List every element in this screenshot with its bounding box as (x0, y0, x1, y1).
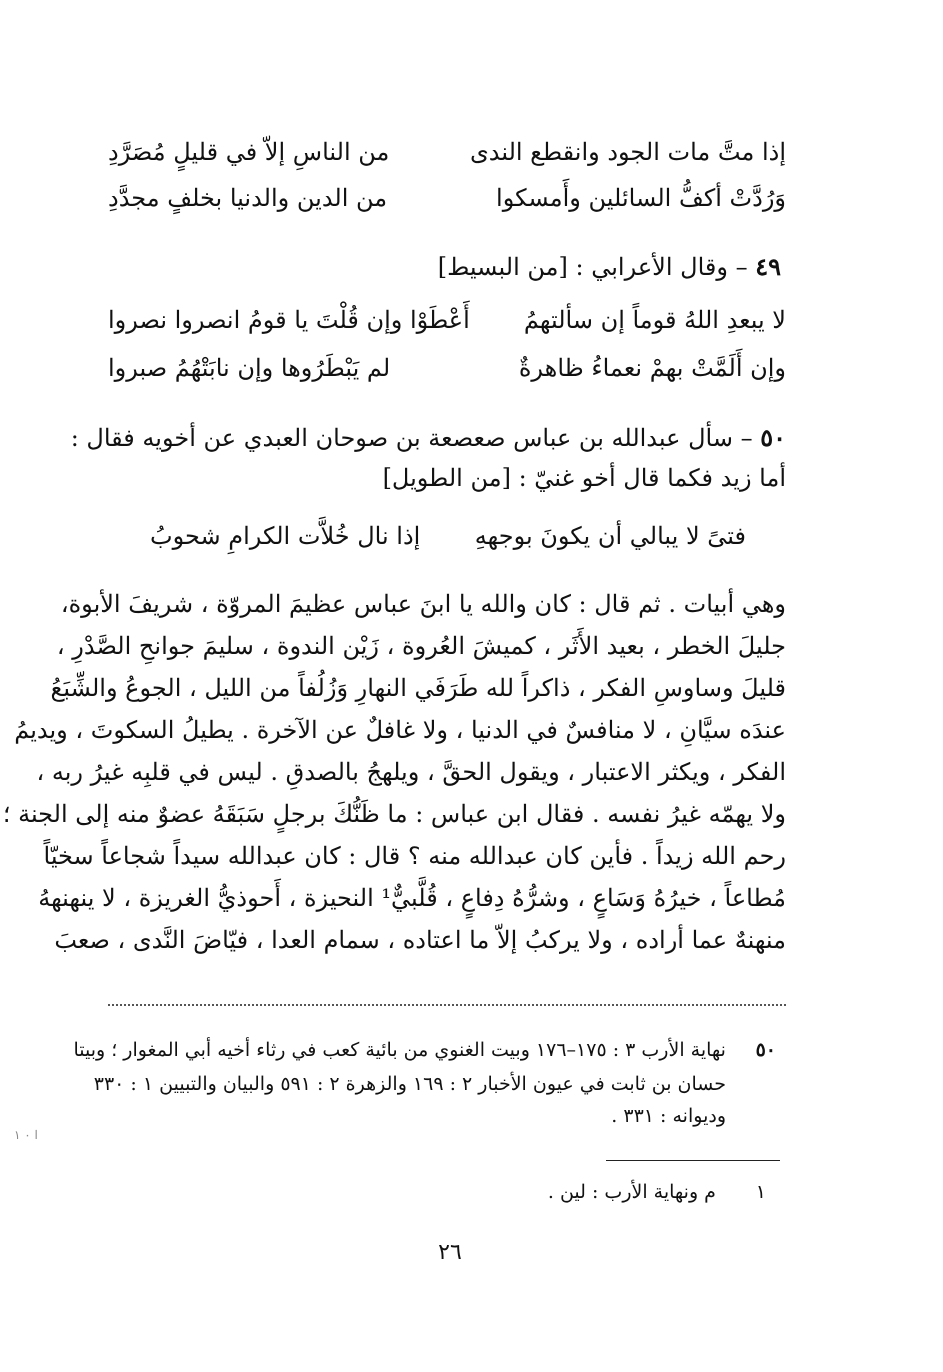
footnote-number: ٥٠ (755, 1039, 776, 1061)
verse-line (108, 350, 786, 386)
footnote-text: نهاية الأرب ٣ : ١٧٥–١٧٦ وبيت الغنوي من بائية كعب في رثاء أخيه أبي المغوار ؛ وبيتا (73, 1039, 726, 1061)
page-number: ٢٦ (438, 1240, 462, 1265)
footnote-text: م ونهاية الأرب : لين . (547, 1181, 716, 1203)
verse-second-hemistich: لم يَبْطَرُوها وإن نابَتْهُمُ صبروا (108, 354, 391, 382)
paragraph-line: جليلَ الخطر ، بعيد الأَثَر ، كميشَ العُروة ، زَيْن الندوة ، سليمَ جوانحِ الصَّدْرِ ، (56, 632, 786, 660)
verse-second-hemistich: من الدين والدنيا بخلفٍ مجدَّدِ (108, 184, 388, 212)
entry-heading-text: – وقال الأعرابي : [من البسيط] (437, 253, 748, 281)
paragraph-line: الفكر ، ويكثر الاعتبار ، ويقول الحقَّ ، ويلهجُ بالصدقِ . ليس في قلبِه غيرُ ربه ، (36, 758, 786, 786)
verse-first-hemistich: لا يبعدِ اللهُ قوماً إن سألتهمُ (523, 306, 786, 334)
paragraph-line: مُطاعاً ، خيرُهُ وَسَاعٍ ، وشرُّهُ دِفاعٍ ، قُلَّبيٌّ¹ النحيزة ، أَحوذيُّ الغريزة ، لا ينهنههُ (38, 884, 786, 912)
paragraph-line: منهنهٌ عما أراده ، ولا يركبُ إلاّ ما اعتاده ، سمام العدا ، فيّاضَ النَّدى ، صعبَ (54, 926, 786, 954)
footnote-separator (108, 1004, 786, 1006)
footnote-line (73, 1034, 776, 1066)
entry-number: ٤٩ (755, 252, 781, 281)
verse-line (108, 180, 786, 216)
paragraph-line: قليلَ وساوسِ الفكر ، ذاكراً لله طَرَفَي النهارِ وَزُلُفاً من الليل ، الجوعُ والشِّبَعُ (50, 674, 786, 702)
verse-first-hemistich: إذا متَّ مات الجود وانقطع الندى (469, 138, 786, 166)
verse-first-hemistich: فتىً لا يبالي أن يكونَ بوجههِ (474, 522, 746, 550)
entry-50-subheading: أما زيد فكما قال أخو غنيّ : [من الطويل] (382, 464, 786, 492)
verse-second-hemistich: أَعْطَوْا وإن قُلْتَ يا قومُ انصروا نصروا (108, 306, 470, 334)
footnote-line: حسان بن ثابت في عيون الأخبار ٢ : ١٦٩ والزهرة ٢ : ٥٩١ والبيان والتبيين ١ : ٣٣٠ (93, 1073, 726, 1095)
verse-second-hemistich: إذا نال خُلاَّت الكرامِ شحوبُ (150, 522, 421, 550)
verse-second-hemistich: من الناسِ إلاّ في قليلٍ مُصَرَّدِ (108, 138, 390, 166)
paragraph-line: ولا يهمّه غيرُ نفسه . فقال ابن عباس : ما ظَنُّكَ برجلٍ سَبَقَهُ عضوٌ منه إلى الجنة ؛ (2, 800, 786, 828)
margin-mark: ا ٠ ١ (14, 1128, 38, 1142)
footnote-line: وديوانه : ٣٣١ . (611, 1105, 726, 1127)
paragraph-line: عندَه سيَّانِ ، لا منافسٌ في الدنيا ، ولا غافلٌ عن الآخرة . يطيلُ السكوتَ ، ويديمُ (14, 716, 786, 744)
entry-49-heading (161, 248, 781, 286)
verse-line (108, 134, 786, 170)
entry-heading-text: – سأل عبدالله بن عباس صعصعة بن صوحان العبدي عن أخويه فقال : (70, 424, 753, 452)
verse-line (108, 302, 786, 338)
footnote-rule (606, 1160, 780, 1161)
verse-first-hemistich: وإن أَلَمَّتْ بهمْ نعماءُ ظاهرةٌ (518, 354, 786, 382)
paragraph-line: رحم الله زيداً . فأين كان عبدالله منه ؟ قال : كان عبدالله سيداً شجاعاً سخيّاً (43, 842, 786, 870)
paragraph-line: وهي أبيات . ثم قال : كان والله يا ابنَ عباس عظيمَ المروّة ، شريفَ الأبوة، (60, 590, 786, 618)
footnote-number: ١ (755, 1181, 766, 1203)
entry-50-heading (70, 418, 786, 458)
entry-number: ٥٠ (760, 423, 786, 452)
footnote-line (400, 1176, 766, 1208)
verse-first-hemistich: وَرُدَّتْ أكفُّ السائلين وأَمسكوا (496, 184, 786, 212)
verse-line (150, 516, 746, 556)
